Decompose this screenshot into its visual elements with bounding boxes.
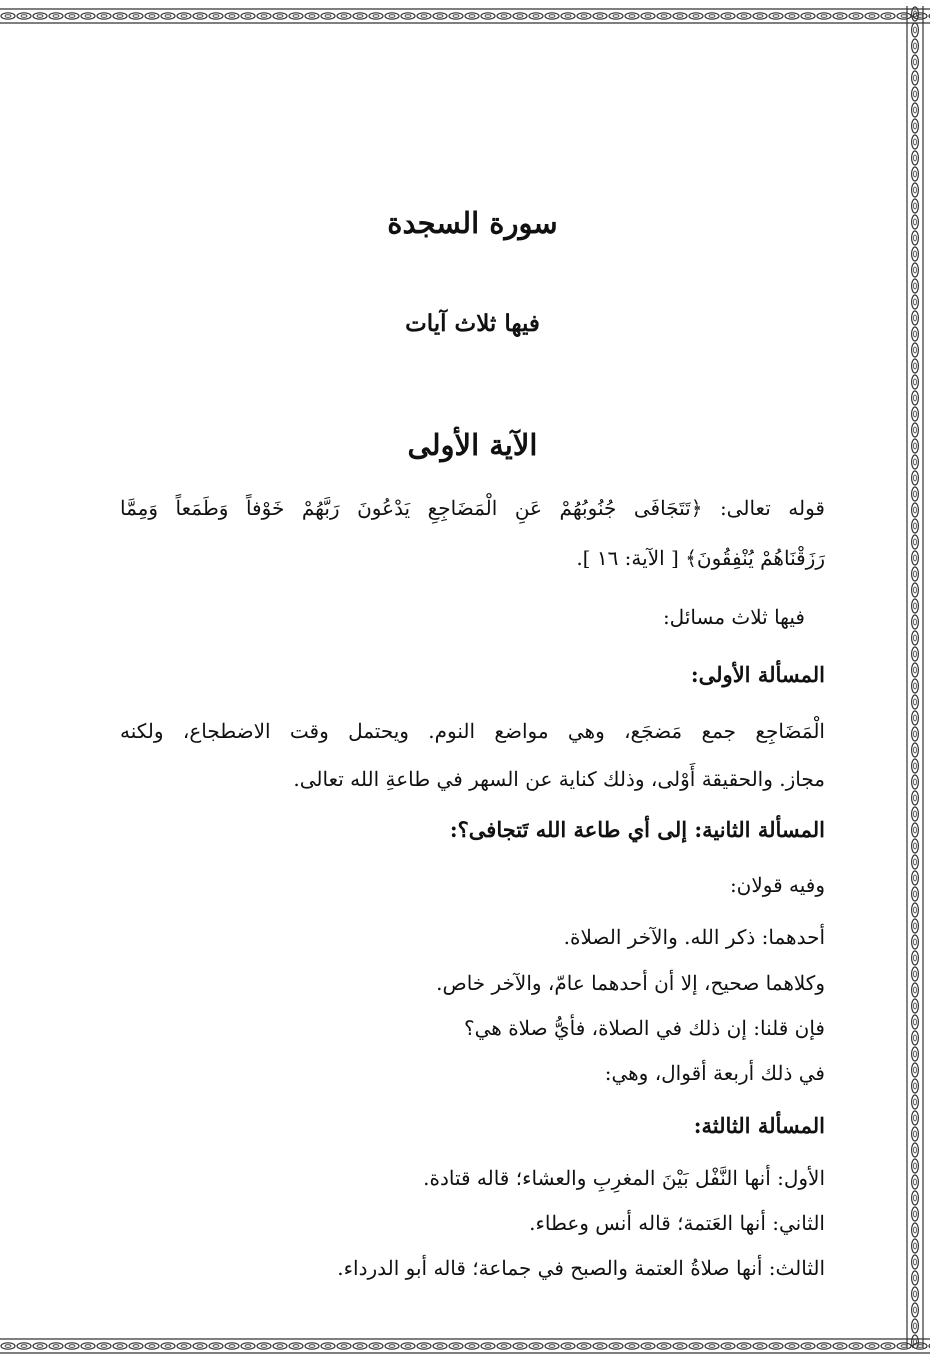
issue-2-line-3: وكلاهما صحيح، إلا أن أحدهما عامّ، والآخر خاص. <box>436 971 825 995</box>
issue-3-line-1: الأول: أنها النَّفْل بَيْنَ المغرِبِ والعشاء؛ قاله قتادة. <box>423 1166 825 1190</box>
issue-3-line-3: الثالث: أنها صلاةُ العتمة والصبح في جماعة؛ قاله أبو الدرداء. <box>337 1256 825 1280</box>
issue-3-heading: المسألة الثالثة: <box>693 1113 825 1138</box>
issue-1-heading: المسألة الأولى: <box>690 662 825 687</box>
issue-1-line-2: مجاز. والحقيقة أَوْلى، وذلك كناية عن السهر في طاعةِ الله تعالى. <box>293 767 825 791</box>
surah-subtitle: فيها ثلاث آيات <box>405 310 540 337</box>
surah-title: سورة السجدة <box>387 206 558 240</box>
verse-line-2: رَزَقْنَاهُمْ يُنْفِقُونَ﴾ [ الآية: ١٦ ]. <box>576 546 825 570</box>
issues-intro: فيها ثلاث مسائل: <box>662 605 805 629</box>
ayah-heading: الآية الأولى <box>407 428 538 462</box>
issue-1-line-1: الْمَضَاجِع جمع مَضجَع، وهي مواضع النوم. ويحتمل وقت الاضطجاع، ولكنه <box>120 719 825 743</box>
issue-2-line-5: في ذلك أربعة أقوال، وهي: <box>604 1061 825 1085</box>
verse-line-1: قوله تعالى: ﴿تَتَجَافَى جُنُوبُهُمْ عَنِ الْمَضَاجِعِ يَدْعُونَ رَبَّهُمْ خَوْفاً وَطَمَعاً وَمِمَّا <box>120 496 825 520</box>
issue-2-line-4: فإن قلنا: إن ذلك في الصلاة، فأيُّ صلاة هي؟ <box>464 1016 825 1040</box>
issue-2-line-1: وفيه قولان: <box>729 873 825 897</box>
issue-3-line-2: الثاني: أنها العَتمة؛ قاله أنس وعطاء. <box>529 1211 825 1235</box>
issue-2-line-2: أحدهما: ذكر الله. والآخر الصلاة. <box>563 925 825 949</box>
issue-2-heading: المسألة الثانية: إلى أي طاعة الله تَتجافى؟: <box>449 817 825 842</box>
